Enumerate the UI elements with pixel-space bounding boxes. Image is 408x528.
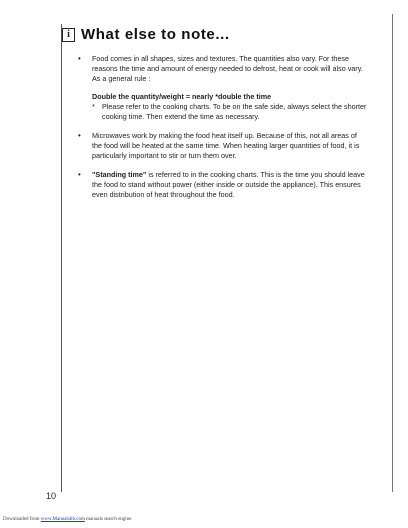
list-item-text — [92, 170, 368, 200]
page-title: What else to note... — [81, 26, 230, 43]
list-item — [78, 170, 368, 200]
list-item — [78, 54, 368, 122]
rule-heading: Double the quantity/weight = nearly *double the time — [92, 92, 272, 101]
standing-time-term: "Standing time" — [92, 170, 147, 179]
bullet-marker: • — [78, 54, 81, 63]
list-item — [78, 131, 368, 161]
manualslib-link[interactable]: www.Manualslib.com — [40, 517, 85, 522]
rule-note — [92, 102, 368, 122]
section-heading — [62, 26, 230, 43]
asterisk-marker: * — [92, 102, 95, 111]
general-rule — [92, 92, 368, 122]
left-margin-rule — [61, 24, 62, 492]
list-item-text: Microwaves work by making the food heat itself up. Because of this, not all areas of the food will be heated at the same time. When heating larger quantities of food, it is particularly important to stir or turn them over. — [92, 131, 360, 160]
page-number: 10 — [46, 491, 57, 501]
download-footer — [3, 517, 131, 522]
footer-suffix: manuals search engine — [84, 517, 132, 522]
right-margin-rule — [392, 14, 393, 492]
footer-prefix: Downloaded from — [3, 517, 41, 522]
standing-time-description: is referred to in the cooking charts. This is the time you should leave the food to stand without power (either inside or outside the appliance). This ensures even distribution of heat throughout the food. — [92, 170, 365, 199]
notes-list — [78, 54, 368, 209]
bullet-marker: • — [78, 131, 81, 140]
info-icon: i — [62, 28, 75, 42]
bullet-marker: • — [78, 170, 81, 179]
rule-note-text: Please refer to the cooking charts. To be on the safe side, always select the shorter cooking time. Then extend the time as necessary. — [102, 102, 367, 121]
list-item-text: Food comes in all shapes, sizes and textures. The quantities also vary. For these reasons the time and amount of energy needed to defrost, heat or cook will also vary. As a general rule : — [92, 54, 363, 83]
